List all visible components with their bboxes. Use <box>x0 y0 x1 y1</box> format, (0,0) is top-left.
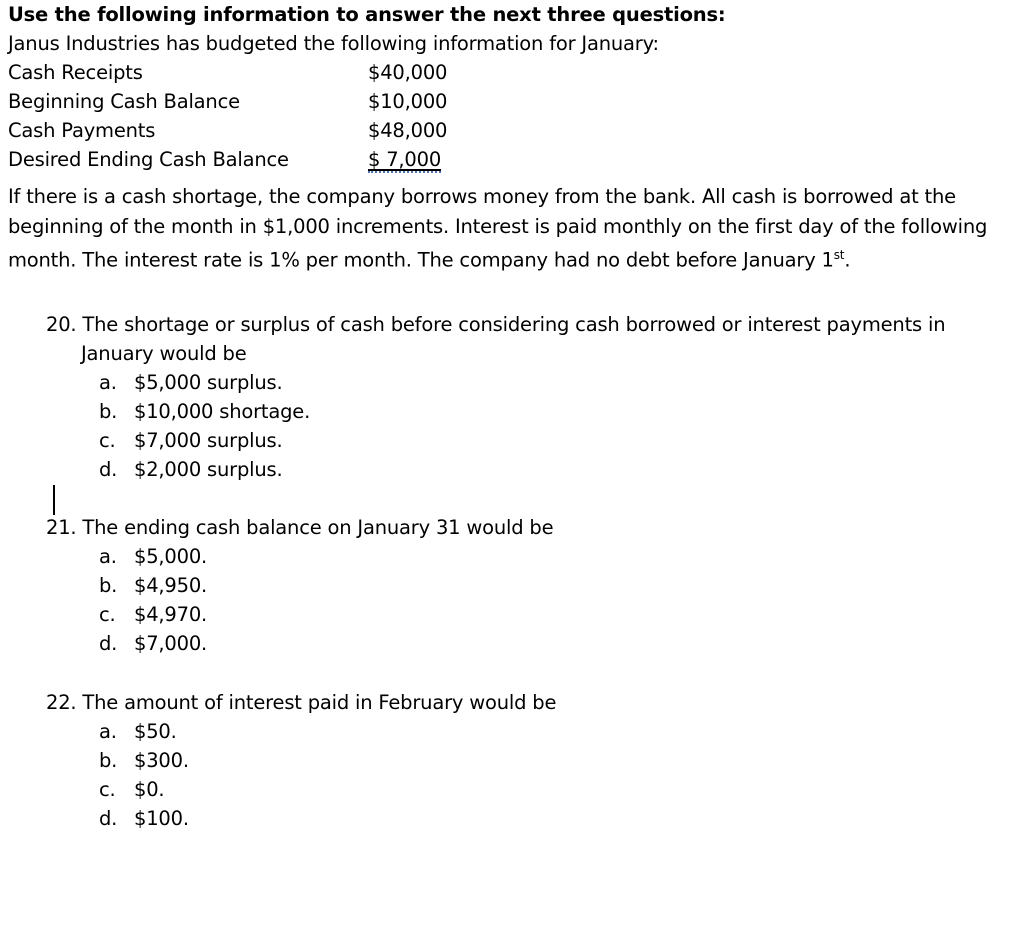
answer-option <box>46 368 986 397</box>
question-text: The ending cash balance on January 31 would be <box>82 516 554 539</box>
answer-option <box>46 717 986 746</box>
budget-label: Cash Receipts <box>8 61 143 84</box>
answer-option <box>46 542 986 571</box>
option-text: $300. <box>134 749 189 772</box>
option-text: $4,970. <box>134 603 208 626</box>
borrowing-paragraph <box>8 182 998 275</box>
intro-sentence: Janus Industries has budgeted the following information for January: <box>8 32 659 55</box>
paragraph-end: . <box>844 248 851 272</box>
question-text: The amount of interest paid in February would be <box>82 691 557 714</box>
option-text: $7,000. <box>134 632 208 655</box>
option-letter: a. <box>99 371 117 394</box>
answer-option <box>46 804 986 833</box>
option-letter: c. <box>99 429 116 452</box>
budget-value: $ 7,000 <box>368 148 442 171</box>
budget-value: $10,000 <box>368 90 448 113</box>
answer-option <box>46 746 986 775</box>
option-text: $100. <box>134 807 189 830</box>
option-letter: b. <box>99 400 118 423</box>
question-20 <box>46 310 986 484</box>
question-21 <box>46 513 986 658</box>
question-stem <box>46 310 986 368</box>
option-text: $10,000 shortage. <box>134 400 311 423</box>
question-number: 21. <box>46 516 77 539</box>
answer-option <box>46 775 986 804</box>
option-letter: c. <box>99 778 116 801</box>
option-text: $0. <box>134 778 165 801</box>
question-text: The shortage or surplus of cash before considering cash borrowed or interest payments in January would be <box>81 313 946 365</box>
text-cursor <box>53 485 55 515</box>
budget-label: Cash Payments <box>8 119 156 142</box>
ordinal-superscript: st <box>833 248 845 262</box>
option-text: $4,950. <box>134 574 208 597</box>
option-letter: a. <box>99 720 117 743</box>
answer-option <box>46 571 986 600</box>
answer-option <box>46 397 986 426</box>
option-letter: b. <box>99 574 118 597</box>
question-stem <box>46 688 986 717</box>
answer-option <box>46 455 986 484</box>
option-letter: d. <box>99 807 118 830</box>
budget-value: $40,000 <box>368 61 448 84</box>
question-number: 20. <box>46 313 77 336</box>
question-number: 22. <box>46 691 77 714</box>
option-letter: a. <box>99 545 117 568</box>
answer-option <box>46 629 986 658</box>
option-text: $50. <box>134 720 177 743</box>
budget-value: $48,000 <box>368 119 448 142</box>
option-letter: b. <box>99 749 118 772</box>
question-stem <box>46 513 986 542</box>
budget-label: Beginning Cash Balance <box>8 90 240 113</box>
option-text: $7,000 surplus. <box>134 429 283 452</box>
question-22 <box>46 688 986 833</box>
paragraph-text: If there is a cash shortage, the company borrows money from the bank. All cash is borrowed at the beginning of the month in $1,000 increments. Interest is paid monthly on the first day of the following month. The interest rate is 1% per month. The company had no debt before January 1 <box>8 185 988 272</box>
option-text: $5,000. <box>134 545 208 568</box>
budget-label: Desired Ending Cash Balance <box>8 148 289 171</box>
option-letter: c. <box>99 603 116 626</box>
option-letter: d. <box>99 632 118 655</box>
option-text: $5,000 surplus. <box>134 371 283 394</box>
option-letter: d. <box>99 458 118 481</box>
answer-option <box>46 426 986 455</box>
answer-option <box>46 600 986 629</box>
instructions-heading: Use the following information to answer the next three questions: <box>8 3 726 26</box>
option-text: $2,000 surplus. <box>134 458 283 481</box>
